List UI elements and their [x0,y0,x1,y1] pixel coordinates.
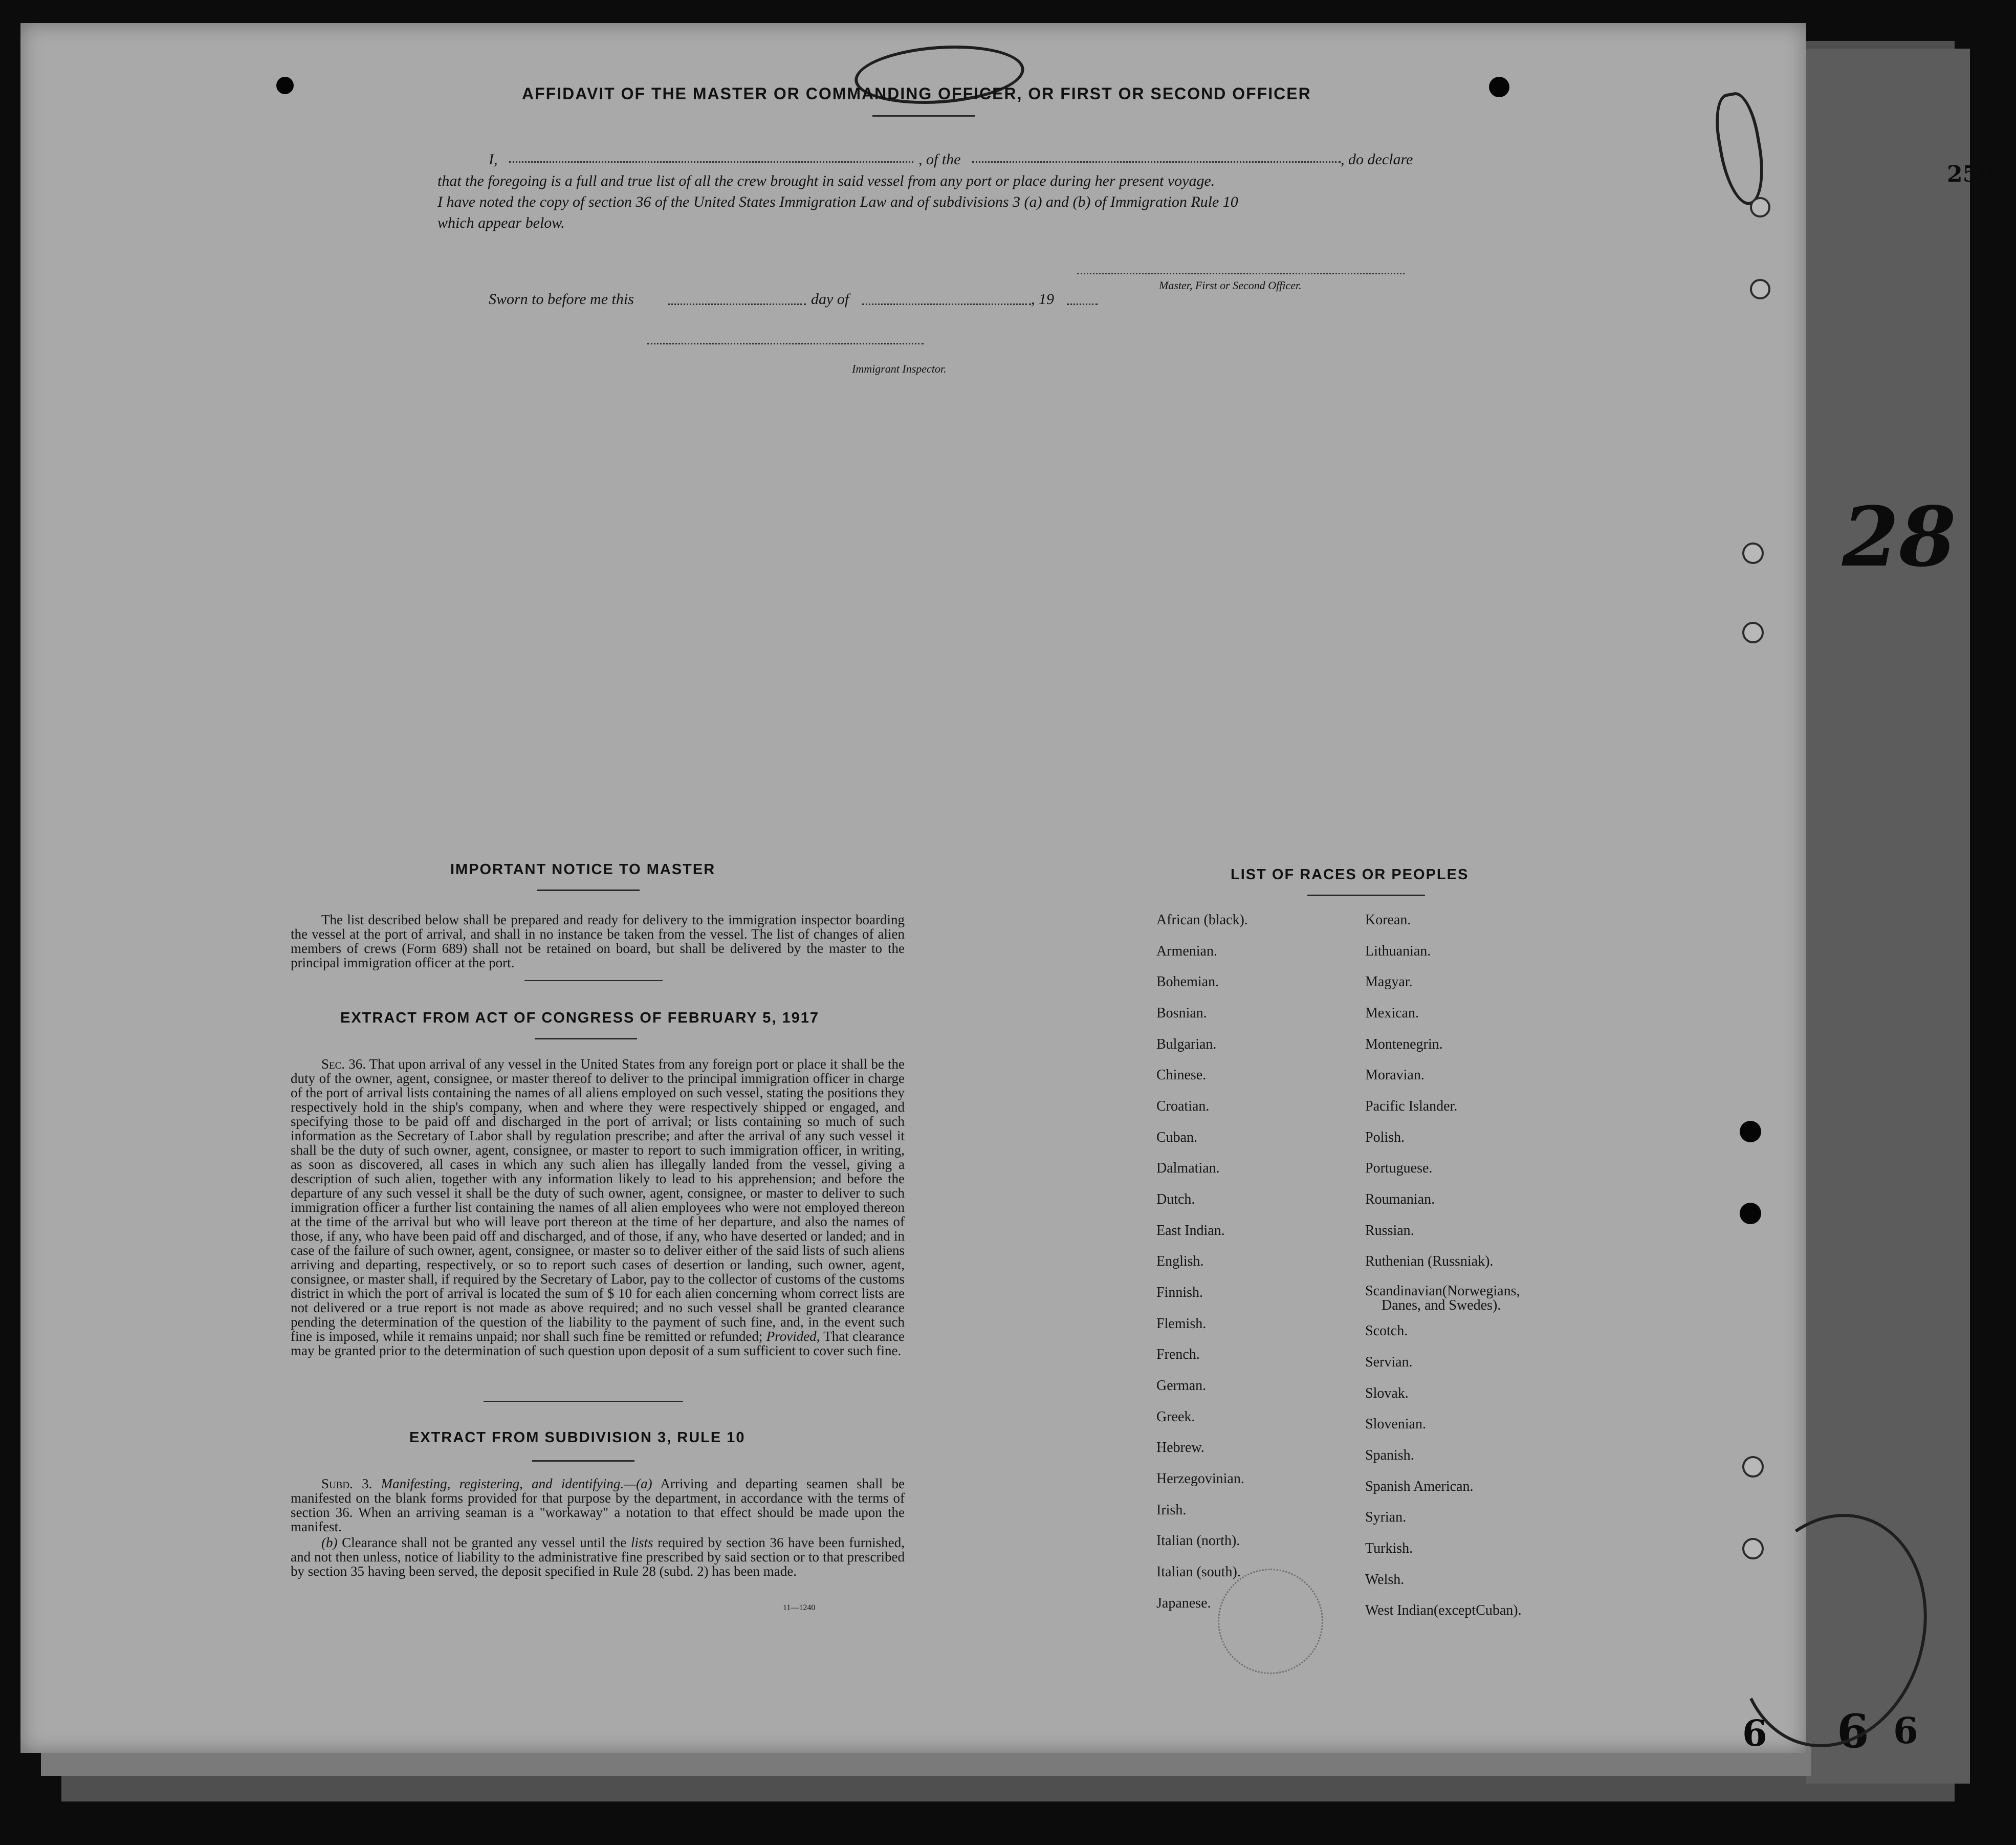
race-item: Dalmatian. [1156,1160,1220,1176]
races-title-underline [1307,895,1425,896]
inspector-signature-field[interactable] [647,343,924,344]
binder-hole [1489,77,1509,97]
race-item: Moravian. [1365,1067,1425,1083]
master-name-field[interactable] [509,161,913,163]
race-item: Mexican. [1365,1005,1419,1021]
binder-hole [1740,1121,1761,1142]
declaration-line-1: that the foregoing is a full and true list of all the crew brought in said vessel from any port or place during her present voyage. [437,172,1215,189]
race-item: West Indian(exceptCuban). [1365,1602,1522,1618]
subd-b-body-1: Clearance shall not be granted any vessel until the [342,1535,627,1550]
act-section-36-text [291,1057,905,1358]
race-item: Armenian. [1156,943,1217,959]
sworn-year-field[interactable] [1067,303,1098,305]
lists-word: lists [631,1535,653,1550]
race-item: Slovak. [1365,1385,1409,1401]
ink-loop-mark [1710,90,1770,209]
race-item: Roumanian. [1365,1191,1435,1207]
race-item: Scandinavian(Norwegians, [1365,1283,1520,1299]
race-item: Montenegrin. [1365,1036,1443,1052]
race-item: Magyar. [1365,974,1413,990]
binder-hole [1742,542,1764,564]
declare-of-the: , of the [918,151,961,168]
binder-hole [1750,197,1770,218]
subd-b-body-2: required by section 36 have been furnished, and not then unless, notice of liability to the administrative fine prescribed by said section or to that prescribed by section 35 having been served, the deposit specified in Rule 28 (subd. 2) has been made. [291,1535,905,1579]
side-handwritten-mark: 28 [1842,489,1956,585]
binder-hole [1742,1538,1764,1559]
bleed-through-text [194,368,1678,829]
race-item: Japanese. [1156,1595,1211,1611]
faint-stamp [1218,1569,1323,1674]
race-item: Bohemian. [1156,974,1219,990]
declaration-line-2: I have noted the copy of section 36 of the United States Immigration Law and of subdivisions 3 (a) and (b) of Immigration Rule 10 [437,193,1238,210]
form-number: 11—1240 [783,1603,816,1612]
rule-subd-a-text [291,1477,905,1534]
binder-hole [1742,1456,1764,1478]
race-item: Welsh. [1365,1572,1405,1588]
race-item: Scotch. [1365,1323,1408,1339]
race-item: Irish. [1156,1502,1187,1518]
race-item: Ruthenian (Russniak). [1365,1253,1494,1269]
race-item: Pacific Islander. [1365,1098,1458,1114]
section-body-end: That clearance may be granted prior to the determination of such question upon deposit of a sum sufficient to cover such fine. [291,1329,905,1358]
affidavit-title: AFFIDAVIT OF THE MASTER OR COMMANDING OFFICER, OR FIRST OR SECOND OFFICER [522,84,1311,103]
race-item: Bulgarian. [1156,1036,1217,1052]
act-extract-title: EXTRACT FROM ACT OF CONGRESS OF FEBRUARY 5, 1917 [340,1010,820,1026]
race-item: Turkish. [1365,1540,1413,1556]
subd-heading: Manifesting, registering, and identifying.—(a) [381,1476,652,1491]
races-title: LIST OF RACES OR PEOPLES [1231,866,1469,883]
race-item: Italian (north). [1156,1533,1240,1549]
race-item: Hebrew. [1156,1440,1204,1456]
binder-hole [1742,622,1764,643]
declaration-line-3: which appear below. [437,214,565,231]
notice-text: The list described below shall be prepared and ready for delivery to the immigration inspector boarding the vessel at the port of arrival, and shall in no instance be taken from the vessel. The list of changes of alien members of crews (Form 689) shall not be retained on board, but shall be delivered by the master to the principal immigration officer at the port. [291,912,905,970]
race-item: Russian. [1365,1223,1414,1239]
provided-word: Provided, [766,1329,820,1344]
race-item: Polish. [1365,1130,1405,1145]
act-divider [484,1401,683,1402]
race-item: French. [1156,1347,1200,1362]
notice-divider [524,980,663,981]
binder-hole [276,77,294,94]
form-page [20,23,1806,1753]
race-item: Italian (south). [1156,1564,1241,1580]
race-item: East Indian. [1156,1223,1225,1239]
race-item: English. [1156,1253,1204,1269]
race-item: African (black). [1156,912,1248,928]
notice-title: IMPORTANT NOTICE TO MASTER [450,861,716,878]
race-item: Portuguese. [1365,1160,1433,1176]
race-item: Herzegovinian. [1156,1471,1244,1487]
race-item: Cuban. [1156,1130,1198,1145]
race-item-continuation: Danes, and Swedes). [1382,1297,1501,1313]
subd-b-label: (b) [321,1535,338,1550]
act-extract-title-underline [535,1038,637,1039]
signature-label: Master, First or Second Officer. [1159,279,1302,292]
bottom-handwritten-mark-2: 6 [1893,1709,1918,1752]
rule-extract-title: EXTRACT FROM SUBDIVISION 3, RULE 10 [409,1429,746,1446]
rule-subd-b-text [291,1535,905,1578]
affidavit-title-underline [872,115,975,117]
corner-page-number: 250 [1947,161,1994,187]
race-item: Dutch. [1156,1191,1195,1207]
subd-a-body: Arriving and departing seamen shall be manifested on the blank forms provided for that purpose by the department, in accordance with the terms of section 36. When an arriving seaman is a "workaway" a notation to that effect should be made upon the manifest. [291,1476,905,1534]
sworn-year-prefix: , 19 [1031,291,1054,308]
binder-hole [1740,1203,1761,1224]
subd-label: Subd. 3. [321,1476,372,1491]
section-body: That upon arrival of any vessel in the United States from any foreign port or place it shall be the duty of the owner, agent, consignee, or master thereof to deliver to the principal immigration officer in charge of the port of arrival lists containing the names of all aliens employed on such vessel, stating the positions they respectively hold in the ship's company, when and where they were respectively shipped or engaged, and specifying those to be paid off and discharged in the port of arrival; or lists containing so much of such information as the Secretary of Labor shall by regulation prescribe; and after the arrival of any such vessel it shall be the duty of such owner, agent, consignee, or master to report to such immigration officer, in writing, as soon as discovered, all cases in which any such alien has illegally landed from the vessel, giving a description of such alien, together with any information likely to lead to his apprehension; and before the departure of any such vessel it shall be the duty of such owner, agent, consignee, or master to deliver to such immigration officer a further list containing the names of all alien employees who were not employed thereon at the time of the arrival but who will leave port thereon at the time of her departure, and also the names of those, if any, who have been paid off and discharged, and of those, if any, who have deserted or landed; and in case of the failure of such owner, agent, consignee, or master so to deliver either of the said lists of such aliens arriving and departing, respectively, or so to report such cases of desertion or landing, such owner, agent, consignee, or master shall, if required by the Secretary of Labor, pay to the collector of customs of the customs district in which the port of arrival is located the sum of $ 10 for each alien concerning whom correct lists are not delivered or a true report is not made as above required; and no such vessel shall be granted clearance pending the determination of the question of the liability to the payment of such fine, and, in the event such fine is imposed, while it remains unpaid; nor shall such fine be remitted or refunded; [291,1056,905,1344]
race-item: Flemish. [1156,1316,1207,1332]
race-item: German. [1156,1378,1207,1394]
sworn-month-field[interactable] [862,303,1031,305]
sworn-day-of: day of [811,291,849,308]
inspector-label: Immigrant Inspector. [852,362,947,375]
race-item: Spanish American. [1365,1479,1474,1494]
race-item: Syrian. [1365,1509,1407,1525]
race-item: Korean. [1365,912,1411,928]
notice-title-underline [537,889,640,891]
bottom-handwritten-mark: 6 [1837,1704,1869,1759]
race-item: Croatian. [1156,1098,1210,1114]
race-item: Slovenian. [1365,1416,1426,1432]
rule-extract-title-underline [532,1460,634,1462]
race-item: Bosnian. [1156,1005,1207,1021]
sworn-prefix: Sworn to before me this [489,291,634,308]
race-item: Spanish. [1365,1447,1414,1463]
declare-do-declare: , do declare [1341,151,1413,168]
officer-signature-field[interactable] [1077,273,1405,274]
declare-i: I, [489,151,498,168]
race-item: Chinese. [1156,1067,1207,1083]
bottom-small-mark: 6 [1742,1712,1767,1754]
section-label: Sec. 36. [321,1056,366,1072]
vessel-name-field[interactable] [972,161,1341,163]
sworn-day-field[interactable] [668,303,806,305]
race-item: Lithuanian. [1365,943,1431,959]
race-item: Finnish. [1156,1285,1203,1300]
race-item: Greek. [1156,1409,1195,1425]
race-item: Servian. [1365,1354,1413,1370]
binder-hole [1750,279,1770,299]
